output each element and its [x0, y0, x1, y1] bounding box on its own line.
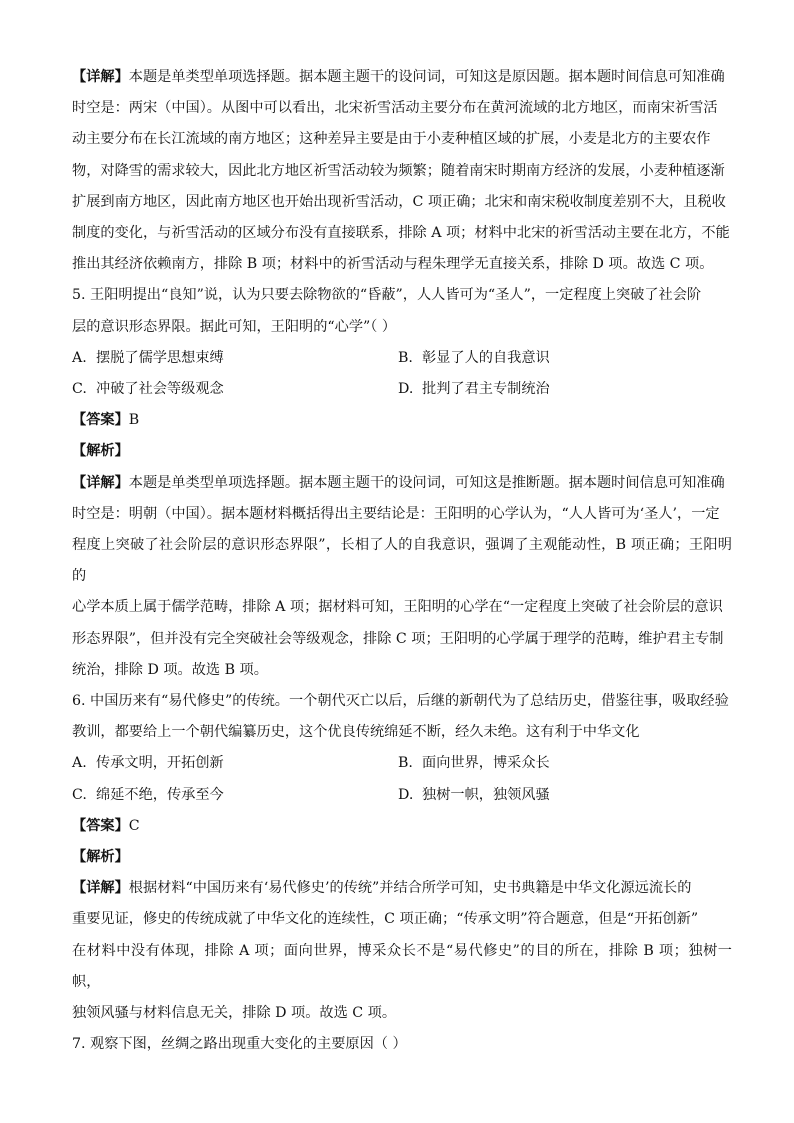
detail-line: 时空是：两宋（中国）。从图中可以看出，北宋祈雪活动主要分布在黄河流域的北方地区，而南宋祈雪活 — [72, 100, 718, 117]
detail-line: 形态界限”，但并没有完全突破社会等级观念，排除 C 项；王阳明的心学属于理学的范畴，维护君主专制 — [72, 630, 724, 647]
option-b — [398, 748, 732, 779]
option-letter: B. — [398, 349, 413, 366]
answer-line — [72, 405, 732, 436]
detail-tag: 【详解】 — [72, 880, 129, 897]
question-5 — [72, 280, 732, 686]
option-letter: D. — [398, 786, 414, 803]
option-letter: A. — [72, 755, 87, 772]
question-stem-line: 7. 观察下图，丝绸之路出现重大变化的主要原因（ ） — [72, 1036, 407, 1053]
question-stem-line: 教训，都要给上一个朝代编纂历史，这个优良传统绵延不断，经久未绝。这有利于中华文化 — [72, 724, 640, 741]
option-text: 彰显了人的自我意识 — [422, 349, 550, 366]
answer-value: C — [128, 817, 140, 834]
page-content — [72, 62, 732, 1061]
option-a — [72, 748, 398, 779]
question-stem-line: 5. 王阳明提出“良知”说，认为只要去除物欲的“昏蔽”，人人皆可为“圣人”，一定程度上突破了社会阶 — [72, 287, 702, 304]
detail-line: 程度上突破了社会阶层的意识形态界限”，长相了人的自我意识，强调了主观能动性，B 项正确；王阳明的 — [72, 537, 732, 585]
option-text: 面向世界，博采众长 — [422, 755, 550, 772]
detail-line: 心学本质上属于儒学范畴，排除 A 项；据材料可知，王阳明的心学在“一定程度上突破了社会阶层的意识 — [72, 599, 723, 616]
detail-line: 重要见证，修史的传统成就了中华文化的连续性，C 项正确；“传承文明”符合题意，但是“开拓创新” — [72, 911, 699, 928]
analysis-line — [72, 436, 732, 467]
option-text: 摆脱了儒学思想束缚 — [96, 349, 224, 366]
answer-line — [72, 811, 732, 842]
options-row — [72, 343, 732, 374]
option-c — [72, 780, 398, 811]
detail-line: 动主要分布在长江流域的南方地区；这种差异主要是由于小麦种植区域的扩展，小麦是北方的主要农作 — [72, 131, 711, 148]
option-text: 绵延不绝，传承至今 — [96, 786, 224, 803]
detail-line: 【详解】本题是单类型单项选择题。据本题主题干的设问词，可知这是原因题。据本题时间信息可知准确 — [72, 69, 725, 85]
detail-tag: 【详解】 — [72, 69, 129, 85]
option-text: 批判了君主专制统治 — [422, 381, 550, 398]
detail-line: 扩展到南方地区，因此南方地区也开始出现祈雪活动，C 项正确；北宋和南宋税收制度差别不大，且税收 — [72, 193, 726, 210]
answer-value: B — [128, 412, 140, 429]
detail-line: 物，对降雪的需求较大，因此北方地区祈雪活动较为频繁；随着南宋时期南方经济的发展，小麦种植逐渐 — [72, 162, 725, 179]
option-letter: C. — [72, 786, 87, 803]
analysis-line — [72, 842, 732, 873]
detail-line: 推出其经济依赖南方，排除 B 项；材料中的祈雪活动与程朱理学无直接关系，排除 D 项。故选 C 项。 — [72, 256, 714, 273]
option-letter: C. — [72, 381, 87, 398]
answer-tag: 【答案】 — [72, 817, 129, 834]
option-text: 冲破了社会等级观念 — [96, 381, 224, 398]
option-text: 独树一帜，独领风骚 — [422, 786, 550, 803]
option-b — [398, 343, 732, 374]
option-d — [398, 374, 732, 405]
detail-line: 独领风骚与材料信息无关，排除 D 项。故选 C 项。 — [72, 1005, 397, 1022]
options-row — [72, 748, 732, 779]
option-c — [72, 374, 398, 405]
detail-tag: 【详解】 — [72, 474, 129, 491]
option-letter: B. — [398, 755, 413, 772]
q4-detail-block — [72, 62, 732, 280]
option-d — [398, 780, 732, 811]
detail-line: 统治，排除 D 项。故选 B 项。 — [72, 661, 268, 678]
question-stem-line: 层的意识形态界限。据此可知，王阳明的“心学”（ ） — [72, 318, 397, 335]
options-row — [72, 780, 732, 811]
question-stem-line: 6. 中国历来有“易代修史”的传统。一个朝代灭亡以后，后继的新朝代为了总结历史，借鉴往事，吸取经验 — [72, 693, 729, 710]
options-row — [72, 374, 732, 405]
analysis-tag: 【解析】 — [72, 849, 129, 866]
question-7 — [72, 1029, 732, 1060]
option-a — [72, 343, 398, 374]
question-6 — [72, 686, 732, 1029]
detail-line: 【详解】本题是单类型单项选择题。据本题主题干的设问词，可知这是推断题。据本题时间信息可知准确 — [72, 474, 725, 491]
detail-line: 【详解】根据材料“中国历来有‘易代修史’的传统”并结合所学可知，史书典籍是中华文化源远流长的 — [72, 880, 692, 897]
detail-line: 时空是：明朝（中国）。据本题材料概括得出主要结论是：王阳明的心学认为，“人人皆可为‘圣人’，一定 — [72, 505, 720, 522]
detail-line: 制度的变化，与祈雪活动的区域分布没有直接联系，排除 A 项；材料中北宋的祈雪活动主要在北方，不能 — [72, 225, 730, 242]
option-letter: A. — [72, 349, 87, 366]
answer-tag: 【答案】 — [72, 412, 129, 429]
option-letter: D. — [398, 381, 414, 398]
detail-line: 在材料中没有体现，排除 A 项；面向世界，博采众长不是“易代修史”的目的所在，排除 B 项；独树一帜， — [72, 942, 732, 990]
analysis-tag: 【解析】 — [72, 443, 129, 460]
option-text: 传承文明，开拓创新 — [96, 755, 224, 772]
